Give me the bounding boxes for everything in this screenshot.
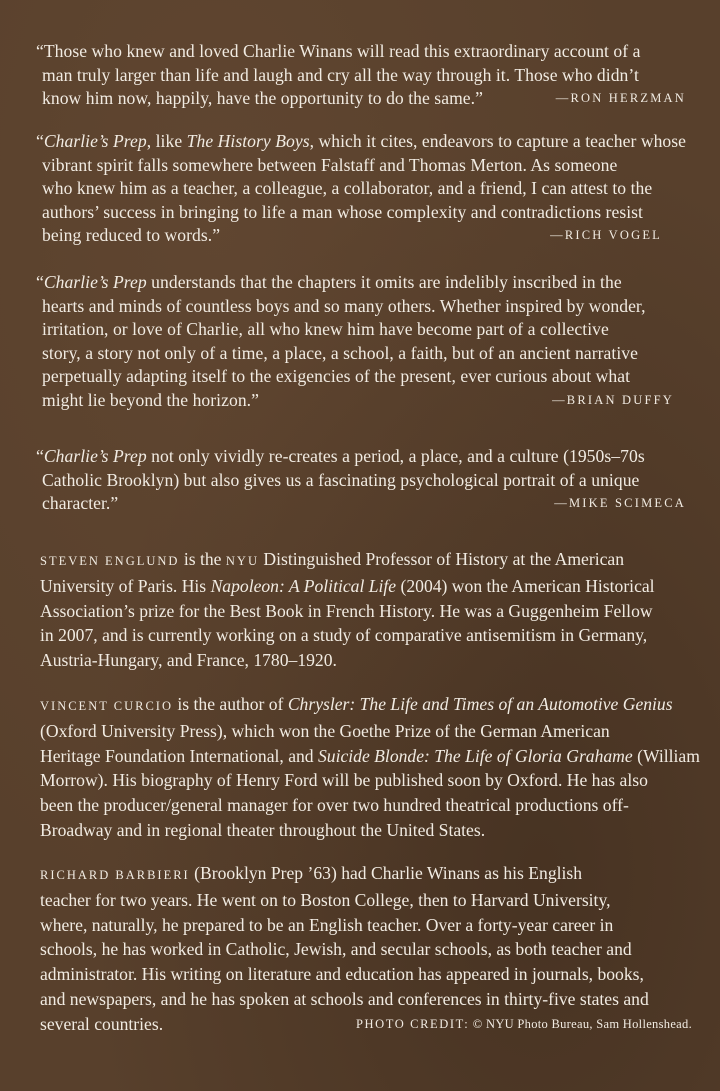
blurb-duffy	[36, 271, 686, 413]
blurb-line: “Those who knew and loved Charlie Winans will read this extraordinary account of a	[36, 41, 641, 61]
bio-line: been the producer/general manager for over two hundred theatrical productions off-	[40, 795, 629, 816]
book-title: The History Boys	[186, 131, 310, 151]
bio-line	[40, 547, 692, 574]
bio-text: University of Paris. His	[40, 575, 211, 596]
blurb-vogel	[36, 130, 686, 248]
book-title: Charlie’s Prep	[43, 131, 147, 151]
book-title: Charlie’s Prep	[43, 272, 147, 292]
abbreviation: NYU	[225, 554, 259, 568]
blurb-text: understands that the chapters it omits are indelibly inscribed in the	[146, 272, 622, 292]
bio-line: where, naturally, he prepared to be an English teacher. Over a forty-year career in	[40, 914, 614, 935]
bio-line	[40, 692, 692, 719]
blurb-line-with-attribution	[36, 87, 686, 111]
blurb-line	[36, 130, 686, 154]
bio-line: teacher for two years. He went on to Boston College, then to Harvard University,	[40, 889, 611, 910]
attribution: —MIKE SCIMECA	[554, 496, 686, 511]
blurb-text: know him now, happily, have the opportunity to do the same.”	[42, 88, 483, 109]
book-title: Chrysler: The Life and Times of an Automotive Genius	[287, 694, 673, 714]
blurb-line: hearts and minds of countless boys and so many others. Whether inspired by wonder,	[42, 295, 646, 316]
blurb-line: who knew him as a teacher, a colleague, a collaborator, and a friend, I can attest to the	[42, 178, 653, 199]
book-title: Napoleon: A Political Life	[210, 575, 397, 596]
blurb-line: perpetually adapting itself to the exigencies of the present, ever curious about what	[42, 366, 631, 387]
book-title: Suicide Blonde: The Life of Gloria Grahame	[318, 745, 633, 766]
bio-text: (Brooklyn Prep ’63) had Charlie Winans as his English	[189, 863, 583, 883]
blurb-line: Catholic Brooklyn) but also gives us a fascinating psychological portrait of a unique	[42, 469, 640, 490]
bio-line: schools, he has worked in Catholic, Jewish, and secular schools, as both teacher and	[40, 939, 632, 960]
blurb-text: being reduced to words.”	[42, 225, 221, 246]
bio-line: Morrow). His biography of Henry Ford will be published soon by Oxford. He has also	[40, 770, 648, 791]
blurb-scimeca	[36, 445, 686, 516]
bio-line: (Oxford University Press), which won the Goethe Prize of the German American	[40, 720, 610, 741]
blurb-text: not only vividly re-creates a period, a place, and a culture (1950s–70s	[146, 446, 645, 466]
bio-line: Austria-Hungary, and France, 1780–1920.	[40, 650, 337, 671]
bio-englund	[40, 547, 692, 673]
bio-line	[40, 744, 700, 769]
bio-text: (2004) won the American Historical	[396, 575, 655, 596]
quote-mark: “	[36, 131, 44, 151]
bio-line: Broadway and in regional theater throughout the United States.	[40, 819, 486, 840]
bio-line	[40, 574, 692, 599]
blurb-line: man truly larger than life and laugh and cry all the way through it. Those who didn’t	[42, 64, 639, 85]
photo-credit	[356, 1017, 692, 1032]
blurb-text: might lie beyond the horizon.”	[42, 389, 259, 410]
attribution: —RON HERZMAN	[555, 91, 686, 106]
bio-line: Association’s prize for the Best Book in French History. He was a Guggenheim Fellow	[40, 600, 653, 621]
blurb-line: vibrant spirit falls somewhere between Falstaff and Thomas Merton. As someone	[42, 154, 618, 175]
blurb-line-with-attribution	[36, 224, 686, 248]
bio-line: in 2007, and is currently working on a study of comparative antisemitism in Germany,	[40, 625, 648, 646]
bio-line	[40, 861, 692, 888]
blurb-text: character.”	[42, 493, 119, 514]
bio-text: is the author of	[172, 694, 288, 714]
blurb-text: , like	[146, 131, 187, 151]
quote-mark: “	[36, 446, 44, 466]
bio-curcio	[40, 692, 700, 843]
photo-credit-text: © NYU Photo Bureau, Sam Hollenshead.	[469, 1017, 692, 1031]
book-title: Charlie’s Prep	[43, 446, 147, 466]
blurb-line: irritation, or love of Charlie, all who knew him have become part of a collective	[42, 319, 609, 340]
blurb-line-with-attribution	[36, 492, 686, 516]
author-name: RICHARD BARBIERI	[40, 868, 190, 882]
bio-text: (William	[632, 745, 700, 766]
author-name: VINCENT CURCIO	[40, 699, 173, 713]
blurb-line-with-attribution	[36, 389, 686, 413]
quote-mark: “	[36, 272, 44, 292]
blurb-line: authors’ success in bringing to life a man whose complexity and contradictions resist	[42, 201, 643, 222]
blurb-text: , which it cites, endeavors to capture a teacher whose	[309, 131, 687, 151]
blurb-line: story, a story not only of a time, a place, a school, a faith, but of an ancient narrative	[42, 342, 638, 363]
bio-line: administrator. His writing on literature and education has appeared in journals, books,	[40, 964, 644, 985]
blurb-line	[36, 445, 686, 469]
bio-line: and newspapers, and he has spoken at schools and conferences in thirty-five states and	[40, 988, 649, 1009]
blurb-herzman	[36, 40, 686, 111]
bio-line: several countries.	[40, 1013, 164, 1034]
attribution: —BRIAN DUFFY	[552, 392, 674, 407]
attribution: —RICH VOGEL	[550, 228, 662, 243]
bio-text: Distinguished Professor of History at the American	[258, 549, 624, 569]
photo-credit-label: PHOTO CREDIT:	[355, 1017, 470, 1031]
blurb-line	[36, 271, 686, 295]
bio-text: is the	[179, 549, 226, 569]
author-name: STEVEN ENGLUND	[40, 554, 180, 568]
bio-text: Heritage Foundation International, and	[40, 745, 318, 766]
bio-barbieri	[40, 861, 692, 1037]
